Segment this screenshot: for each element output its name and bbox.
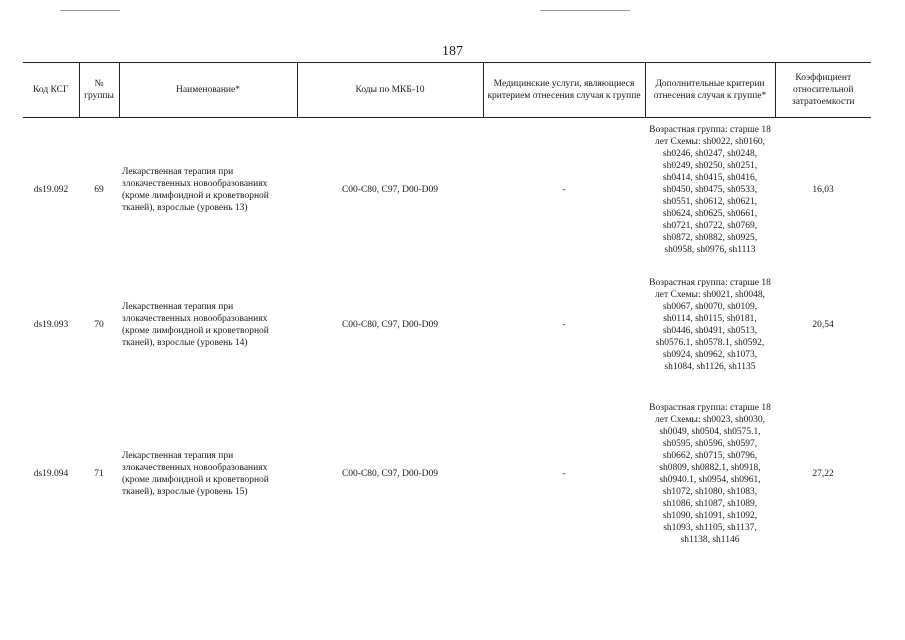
table-row: [23, 262, 871, 388]
cell-criteria: Возрастная группа: старше 18 лет Схемы: sh0022, sh0160, sh0246, sh0247, sh0248, sh0249, sh0250, sh0251, sh0414, sh0415, sh0416, sh0450, sh0475, sh0533, sh0551, sh0612, sh0621, sh0624, sh0625, sh0661, sh0721, sh0722, sh0769, sh0872, sh0882, sh0925, sh0958, sh0976, sh1113: [649, 125, 771, 255]
header-coefficient: Коэффициент относительной затратоемкости: [775, 63, 871, 118]
ksg-table: [23, 62, 871, 560]
cell-services: -: [562, 185, 566, 195]
cell-code: ds19.093: [33, 320, 69, 330]
header-icd-codes: Коды по МКБ-10: [297, 63, 483, 118]
header-group-number: № группы: [79, 63, 119, 118]
cell-services: -: [562, 320, 566, 330]
cell-group-number: 70: [94, 320, 104, 330]
cell-criteria: Возрастная группа: старше 18 лет Схемы: sh0023, sh0030, sh0049, sh0504, sh0575.1, sh0595, sh0596, sh0597, sh0662, sh0715, sh0796, sh0809, sh0882.1, sh0918, sh0940.1, sh0954, sh0961, sh1072, sh1080, sh1083, sh1086, sh1087, sh1089, sh1090, sh1091, sh1092, sh1093, sh1105, sh1137, sh1138, sh1146: [649, 403, 771, 545]
table-row: [23, 388, 871, 560]
cell-code: ds19.094: [33, 469, 69, 479]
table-row: [23, 118, 871, 263]
cell-code: ds19.092: [33, 185, 69, 195]
cell-icd-codes: C00-C80, C97, D00-D09: [341, 320, 439, 330]
cell-coefficient: 16,03: [812, 185, 834, 195]
table-header-row: [23, 63, 871, 118]
header-code: Код КСГ: [23, 63, 79, 118]
cell-criteria: Возрастная группа: старше 18 лет Схемы: sh0021, sh0048, sh0067, sh0070, sh0109, sh0114, sh0115, sh0181, sh0446, sh0491, sh0513, sh0576.1, sh0578.1, sh0592, sh0924, sh0962, sh1073, sh1084, sh1126, sh1135: [649, 278, 771, 372]
header-name: Наименование*: [119, 63, 297, 118]
cell-name: Лекарственная терапия при злокачественных новообразованиях (кроме лимфоидной и кроветворной тканей), взрослые (уровень 14): [122, 302, 269, 348]
cell-coefficient: 27,22: [812, 469, 834, 479]
cell-name: Лекарственная терапия при злокачественных новообразованиях (кроме лимфоидной и кроветворной тканей), взрослые (уровень 15): [122, 451, 269, 497]
cell-coefficient: 20,54: [812, 320, 834, 330]
cell-group-number: 69: [94, 185, 104, 195]
cell-name: Лекарственная терапия при злокачественных новообразованиях (кроме лимфоидной и кроветворной тканей), взрослые (уровень 13): [122, 167, 269, 213]
scan-artifact-line: [60, 10, 120, 11]
cell-icd-codes: C00-C80, C97, D00-D09: [341, 185, 439, 195]
scan-artifact-line: [540, 10, 630, 11]
header-criteria: Дополнительные критерии отнесения случая к группе*: [645, 63, 775, 118]
cell-services: -: [562, 469, 566, 479]
cell-group-number: 71: [94, 469, 104, 479]
cell-icd-codes: C00-C80, C97, D00-D09: [341, 469, 439, 479]
header-services: Медицинские услуги, являющиеся критерием отнесения случая к группе: [483, 63, 645, 118]
page-number: 187: [442, 44, 463, 59]
